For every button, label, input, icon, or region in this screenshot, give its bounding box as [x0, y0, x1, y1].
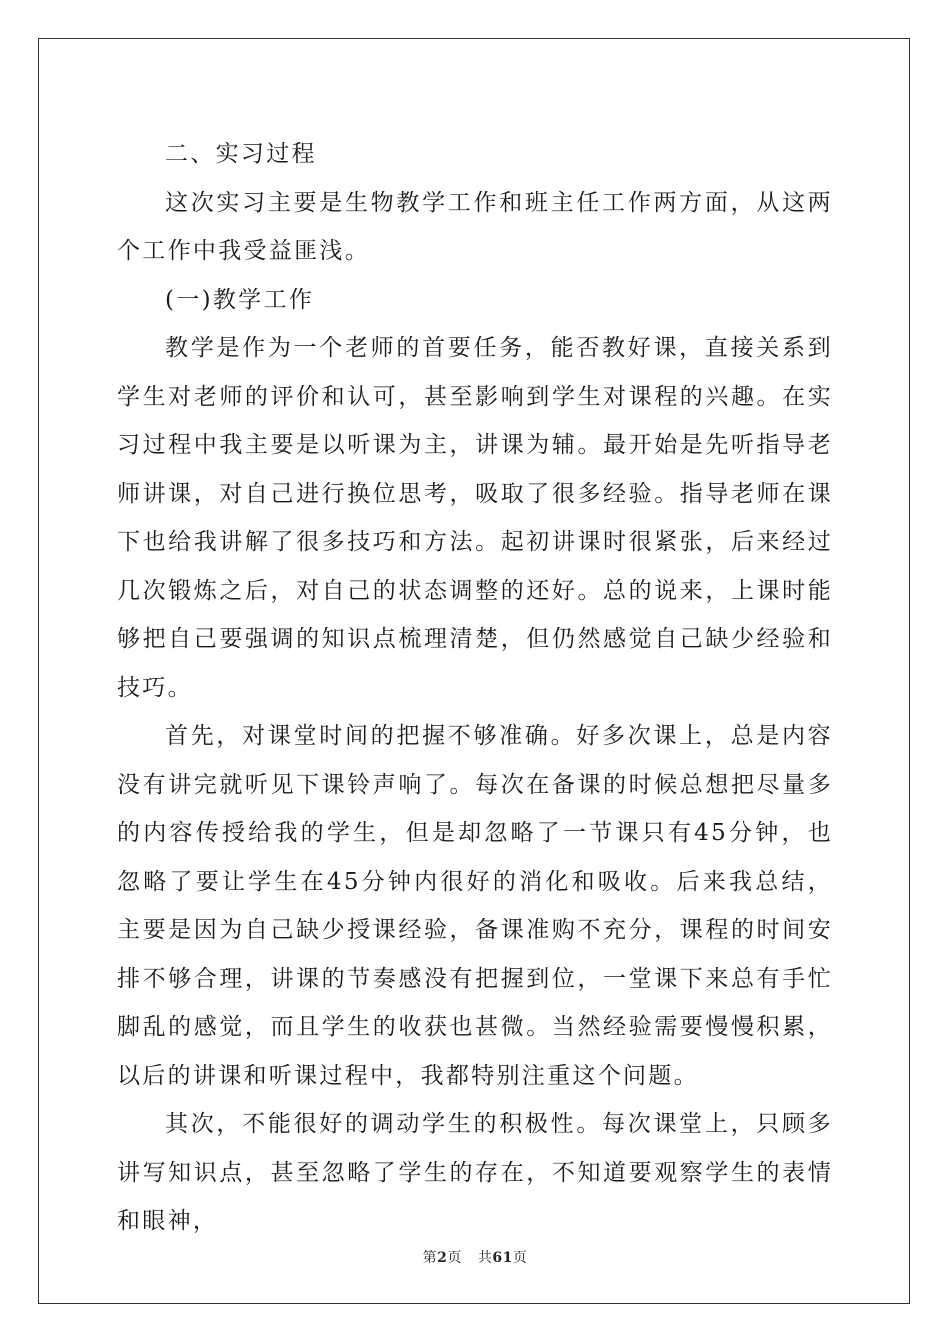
- footer-page-total: 61: [492, 1250, 513, 1266]
- paragraph-second-point: 其次，不能很好的调动学生的积极性。每次课堂上，只顾多讲写知识点，甚至忽略了学生的存在，不知道要观察学生的表情和眼神，: [117, 1111, 833, 1234]
- footer-page-prefix: 第: [422, 1250, 438, 1266]
- page-footer: [0, 1247, 950, 1267]
- footer-page-suffix: 页: [447, 1250, 462, 1266]
- paragraph-teaching: 教学是作为一个老师的首要任务，能否教好课，直接关系到学生对老师的评价和认可，甚至影响到学生对课程的兴趣。在实习过程中我主要是以听课为主，讲课为辅。最开始是先听指导老师讲课，对自己进行换位思考，吸取了很多经验。指导老师在课下也给我讲解了很多技巧和方法。起初讲课时很紧张，后来经过几次锻炼之后，对自己的状态调整的还好。总的说来，上课时能够把自己要强调的知识点梳理清楚，但仍然感觉自己缺少经验和技巧。: [117, 335, 833, 701]
- footer-page-current: 2: [437, 1250, 448, 1266]
- document-body: [117, 130, 833, 1246]
- subsection-heading-teaching-work: (一)教学工作: [165, 286, 315, 313]
- footer-total-suffix: 页: [512, 1250, 528, 1266]
- paragraph-first-point: 首先，对课堂时间的把握不够准确。好多次课上，总是内容没有讲完就听见下课铃声响了。每次在备课的时候总想把尽量多的内容传授给我的学生，但是却忽略了一节课只有45分钟，也忽略了要让学生在45分钟内很好的消化和吸收。后来我总结，主要是因为自己缺少授课经验，备课准购不充分，课程的时间安排不够合理，讲课的节奏感没有把握到位，一堂课下来总有手忙脚乱的感觉，而且学生的收获也甚微。当然经验需要慢慢积累，以后的讲课和听课过程中，我都特别注重这个问题。: [117, 723, 833, 1089]
- paragraph-overview: 这次实习主要是生物教学工作和班主任工作两方面，从这两个工作中我受益匪浅。: [117, 189, 833, 264]
- footer-total-prefix: 共: [477, 1250, 493, 1266]
- section-heading-internship-process: 二、实习过程: [165, 141, 317, 167]
